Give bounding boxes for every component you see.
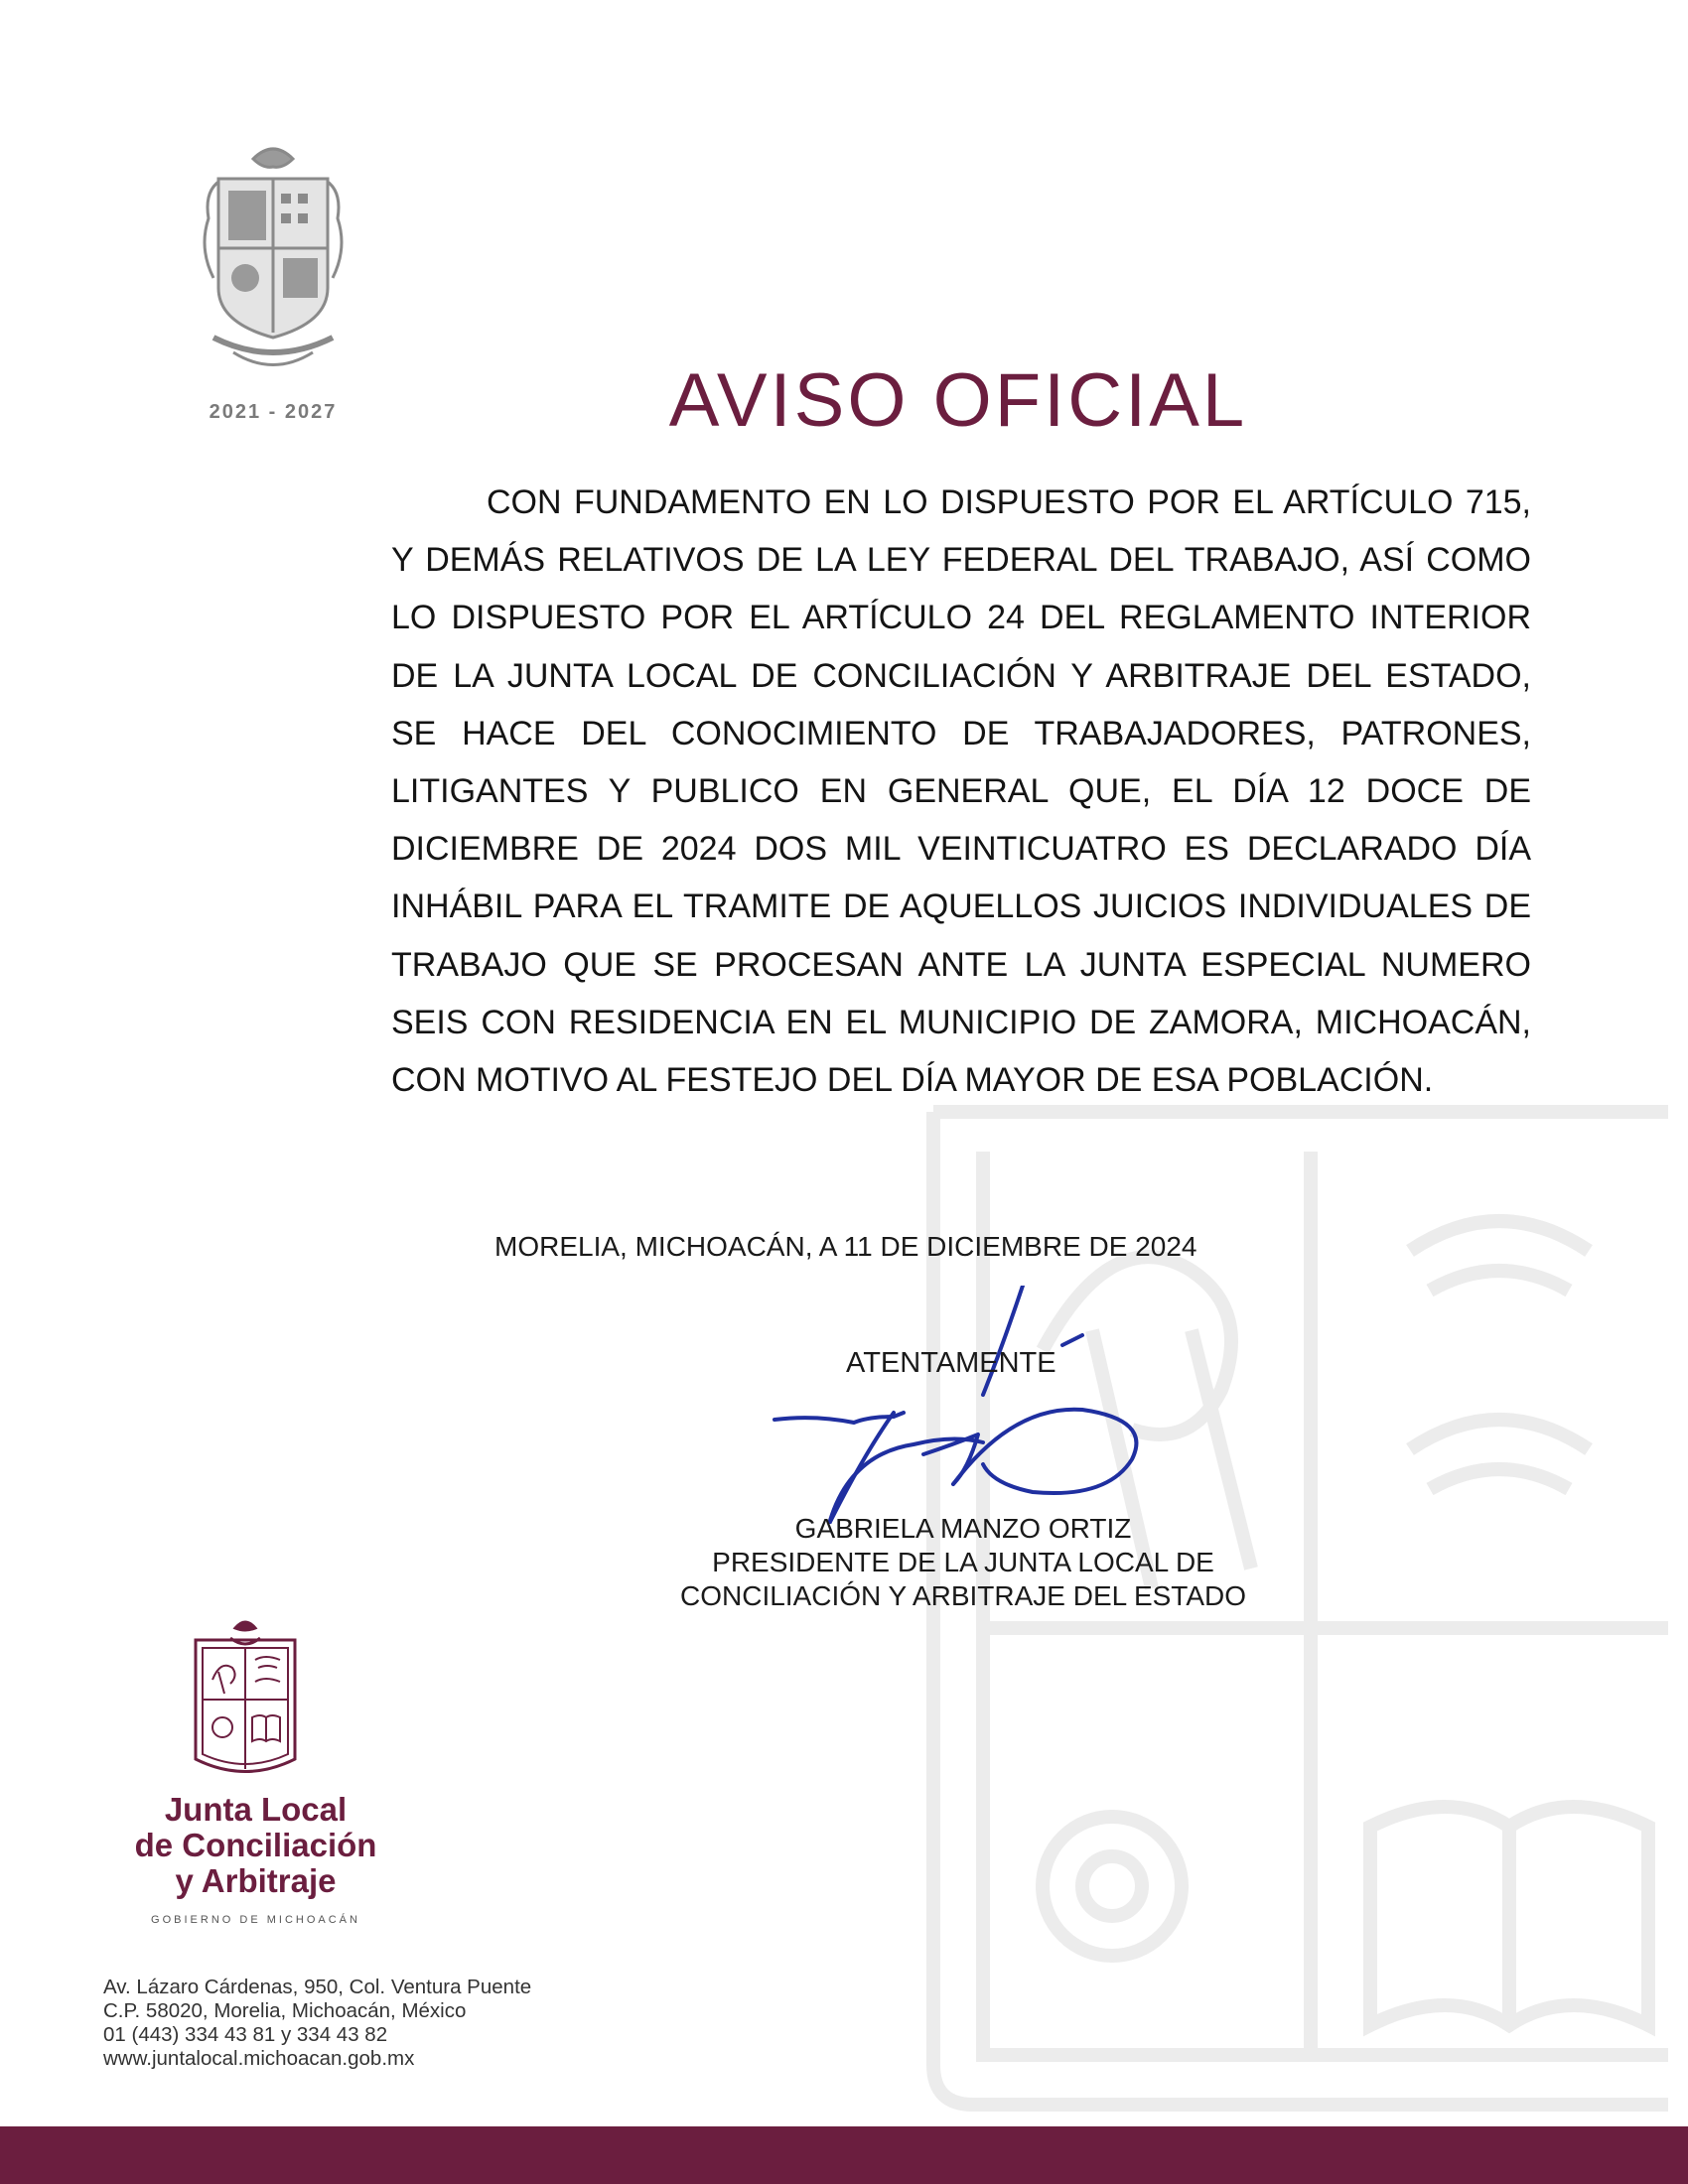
address-line2: C.P. 58020, Morelia, Michoacán, México: [103, 1999, 467, 2022]
phone-line: 01 (443) 334 43 81 y 334 43 82: [103, 2023, 388, 2046]
government-label: GOBIERNO DE MICHOACÁN: [151, 1914, 360, 1926]
notice-paragraph: CON FUNDAMENTO EN LO DISPUESTO POR EL ARTÍCULO 715, Y DEMÁS RELATIVOS DE LA LEY FEDERAL DEL TRABAJO, ASÍ COMO LO DISPUESTO POR EL ARTÍCULO 24 DEL REGLAMENTO INTERIOR DE LA JUNTA LOCAL DE CONCILIACIÓN Y ARBITRAJE DEL ESTADO, SE HACE DEL CONOCIMIENTO DE TRABAJADORES, PATRONES, LITIGANTES Y PUBLICO EN GENERAL QUE, EL DÍA 12 DOCE DE DICIEMBRE DE 2024 DOS MIL VEINTICUATRO ES DECLARADO DÍA INHÁBIL PARA EL TRAMITE DE AQUELLOS JUICIOS INDIVIDUALES DE TRABAJO QUE SE PROCESAN ANTE LA JUNTA ESPECIAL NUMERO SEIS CON RESIDENCIA EN EL MUNICIPIO DE ZAMORA, MICHOACÁN, CON MOTIVO AL FESTEJO DEL DÍA MAYOR DE ESA POBLACIÓN.: [391, 483, 1531, 1100]
address-line1: Av. Lázaro Cárdenas, 950, Col. Ventura Puente: [103, 1976, 532, 1998]
institution-shield-icon: [191, 1610, 300, 1779]
signer-name: GABRIELA MANZO ORTIZ: [794, 1513, 1132, 1544]
institution-name-line2: de Conciliación: [134, 1827, 377, 1863]
closing-text: ATENTAMENTE: [846, 1347, 1056, 1379]
page-title: AVISO OFICIAL: [668, 358, 1248, 443]
place-date: MORELIA, MICHOACÁN, A 11 DE DICIEMBRE DE 2024: [494, 1231, 1197, 1262]
administration-years: 2021 - 2027: [209, 401, 338, 423]
institution-name: [99, 1792, 412, 1899]
signature-icon: [755, 1286, 1172, 1524]
footer-bar: [0, 2126, 1688, 2184]
institution-name-line1: Junta Local: [164, 1791, 348, 1828]
signer-block: [635, 1512, 1291, 1613]
contact-block: [103, 1976, 531, 2071]
website-link[interactable]: www.juntalocal.michoacan.gob.mx: [103, 2047, 415, 2070]
signer-title-line2: CONCILIACIÓN Y ARBITRAJE DEL ESTADO: [680, 1580, 1246, 1611]
state-coat-of-arms-icon: [194, 139, 352, 377]
signer-title-line1: PRESIDENTE DE LA JUNTA LOCAL DE: [712, 1547, 1214, 1577]
notice-body: [391, 474, 1531, 1109]
institution-name-line3: y Arbitraje: [175, 1862, 337, 1899]
